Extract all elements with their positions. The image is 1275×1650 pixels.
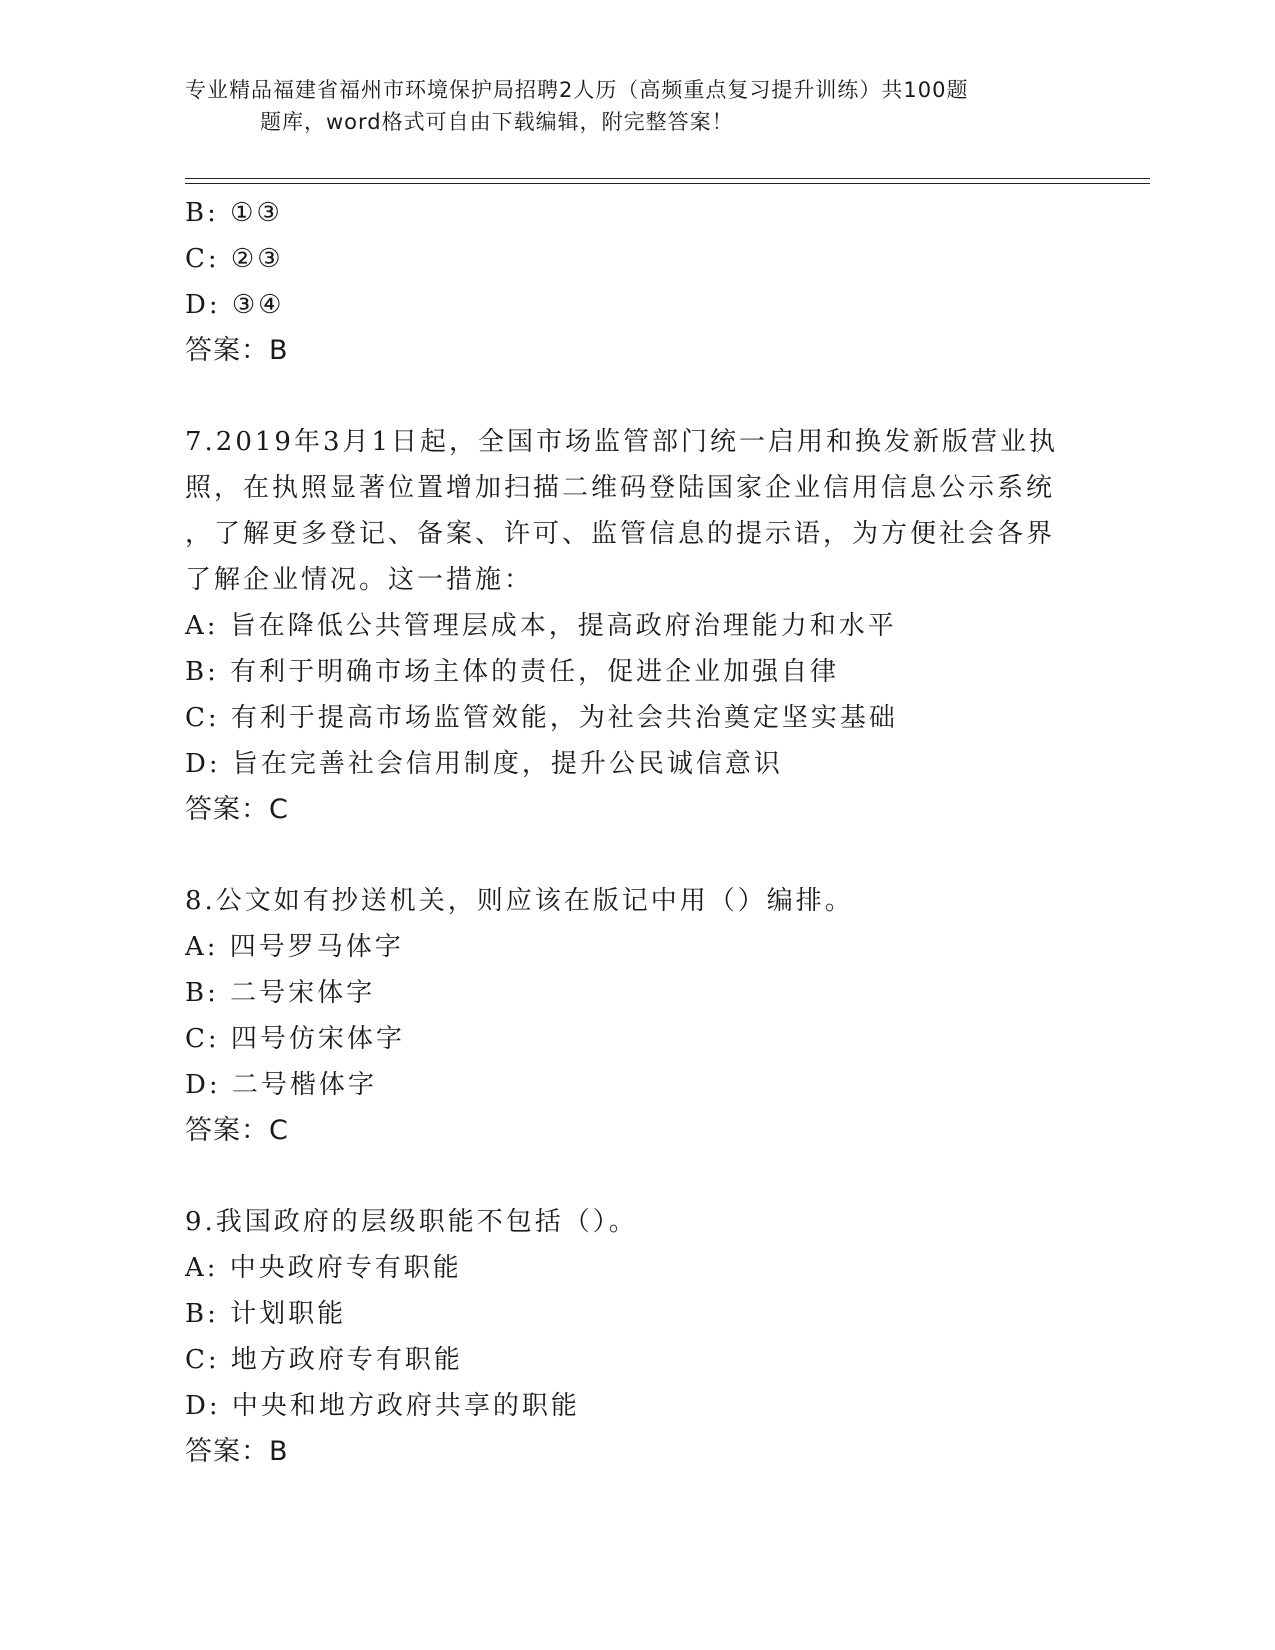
- q7-stem-line-2: 照，在执照显著位置增加扫描二维码登陆国家企业信用信息公示系统: [185, 473, 1056, 503]
- q8-option-a: A: 四号罗马体字: [185, 932, 404, 962]
- header-rule-top: [185, 178, 1150, 179]
- q6-option-d: D: ③④: [185, 290, 285, 320]
- q7-stem-line-4: 了解企业情况。这一措施：: [185, 565, 534, 595]
- question-spacer: [185, 833, 1085, 878]
- q7-answer: 答案：C: [185, 794, 289, 825]
- question-6-tail: [185, 190, 1085, 374]
- q9-option-a: A: 中央政府专有职能: [185, 1253, 462, 1283]
- q7-option-c: C: 有利于提高市场监管效能，为社会共治奠定坚实基础: [185, 703, 898, 733]
- q9-option-d: D: 中央和地方政府共享的职能: [185, 1391, 580, 1421]
- q6-option-c: C: ②③: [185, 244, 284, 274]
- q7-option-d: D: 旨在完善社会信用制度，提升公民诚信意识: [185, 749, 783, 779]
- q7-stem-line-3: ，了解更多登记、备案、许可、监管信息的提示语，为方便社会各界: [185, 519, 1056, 549]
- q9-answer: 答案：B: [185, 1436, 289, 1467]
- page-header: [185, 74, 1085, 138]
- question-8: [185, 878, 1085, 1154]
- header-title-line-2: 题库，word格式可自由下载编辑，附完整答案！: [260, 110, 734, 134]
- question-7: [185, 419, 1085, 833]
- q8-option-d: D: 二号楷体字: [185, 1070, 377, 1100]
- q8-option-c: C: 四号仿宋体字: [185, 1024, 405, 1054]
- header-title-line-1: 专业精品福建省福州市环境保护局招聘2人历（高频重点复习提升训练）共100题: [185, 78, 969, 102]
- question-spacer: [185, 1154, 1085, 1199]
- question-spacer: [185, 374, 1085, 419]
- q7-option-b: B: 有利于明确市场主体的责任，促进企业加强自律: [185, 657, 840, 687]
- q9-stem-line-1: 9.我国政府的层级职能不包括（）。: [185, 1207, 638, 1237]
- question-content: [185, 190, 1085, 1475]
- q9-option-c: C: 地方政府专有职能: [185, 1345, 463, 1375]
- q8-stem-line-1: 8.公文如有抄送机关，则应该在版记中用（）编排。: [185, 886, 854, 916]
- q6-option-b: B: ①③: [185, 198, 283, 228]
- q9-option-b: B: 计划职能: [185, 1299, 347, 1329]
- header-rule-bottom: [185, 183, 1150, 184]
- q6-answer: 答案：B: [185, 335, 289, 366]
- q8-answer: 答案：C: [185, 1115, 289, 1146]
- question-9: [185, 1199, 1085, 1475]
- q7-stem-line-1: 7.2019年3月1日起，全国市场监管部门统一启用和换发新版营业执: [185, 427, 1059, 457]
- q8-option-b: B: 二号宋体字: [185, 978, 376, 1008]
- q7-option-a: A: 旨在降低公共管理层成本，提高政府治理能力和水平: [185, 611, 897, 641]
